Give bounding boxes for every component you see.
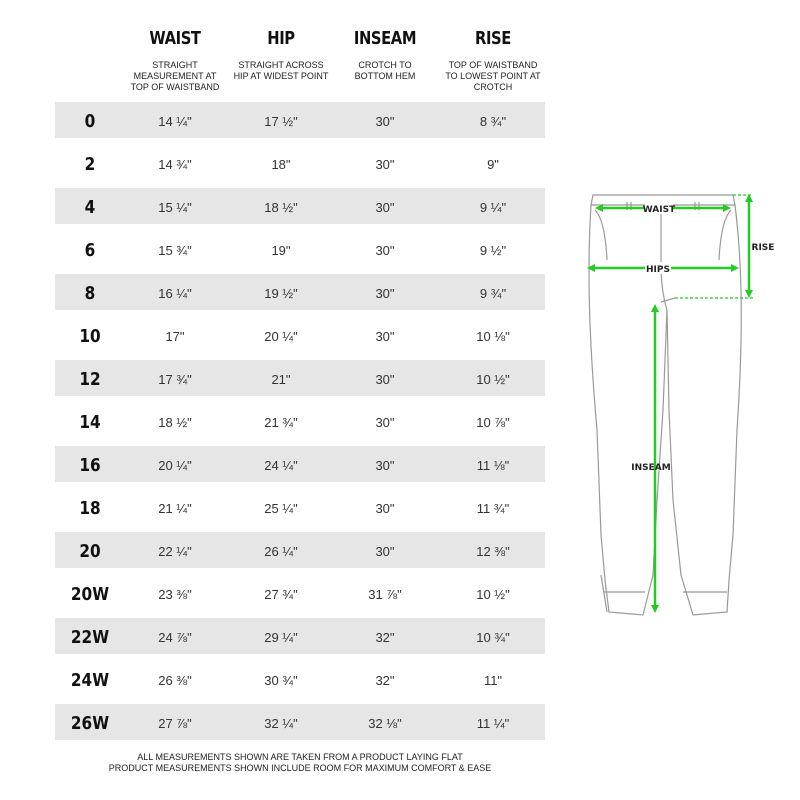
rise-cell: 10 ¾" (476, 630, 510, 645)
rise-cell: 9" (487, 157, 499, 172)
size-cell: 18 (79, 498, 101, 519)
inseam-cell: 30" (375, 329, 395, 344)
hips-label: HIPS (646, 265, 670, 275)
size-cell: 8 (84, 283, 96, 304)
desc-line: TOP OF WAISTBAND (448, 60, 538, 70)
table-row (55, 231, 545, 267)
inseam-cell: 30" (375, 200, 395, 215)
hip-cell: 32 ¼" (264, 716, 298, 731)
inseam-cell: 32" (375, 673, 395, 688)
col-head-inseam: INSEAM (353, 28, 417, 49)
rise-cell: 11 ¾" (476, 501, 510, 516)
waist-cell: 15 ¼" (158, 200, 192, 215)
footer-line-2: PRODUCT MEASUREMENTS SHOWN INCLUDE ROOM FOR MAXIMUM COMFORT & EASE (108, 763, 492, 773)
inseam-cell: 30" (375, 157, 395, 172)
desc-line: TOP OF WAISTBAND (130, 82, 220, 92)
waist-cell: 24 ⅞" (158, 630, 192, 645)
hip-cell: 19 ½" (264, 286, 298, 301)
inseam-cell: 30" (375, 458, 395, 473)
inseam-arrow (651, 304, 659, 613)
inseam-label: INSEAM (631, 463, 671, 473)
rise-cell: 10 ½" (476, 587, 510, 602)
hip-cell: 30 ¾" (264, 673, 298, 688)
rise-label: RISE (751, 243, 775, 253)
col-head-hip: HIP (267, 28, 295, 49)
table-row (55, 661, 545, 697)
table-row (55, 403, 545, 439)
size-cell: 20 (79, 541, 101, 562)
size-table (55, 102, 545, 747)
inseam-cell: 30" (375, 415, 395, 430)
table-row (55, 274, 545, 310)
rise-cell: 12 ⅜" (476, 544, 510, 559)
rise-cell: 11 ⅛" (476, 458, 510, 473)
pants-diagram (575, 180, 775, 630)
rise-cell: 9 ¼" (479, 200, 507, 215)
desc-line: HIP AT WIDEST POINT (233, 71, 329, 81)
desc-line: CROTCH (473, 82, 513, 92)
rise-cell: 10 ½" (476, 372, 510, 387)
table-row (55, 360, 545, 396)
table-row (55, 532, 545, 568)
rise-cell: 10 ⅞" (476, 415, 510, 430)
waist-cell: 26 ⅜" (158, 673, 192, 688)
hip-cell: 26 ¼" (264, 544, 298, 559)
waist-cell: 22 ¼" (158, 544, 192, 559)
hip-cell: 29 ¼" (264, 630, 298, 645)
size-cell: 24W (70, 670, 110, 691)
desc-line: STRAIGHT ACROSS (238, 60, 324, 70)
waist-cell: 14 ¼" (158, 114, 192, 129)
col-head-rise: RISE (475, 28, 511, 49)
size-cell: 2 (84, 154, 96, 175)
size-cell: 22W (70, 627, 110, 648)
footer-notes (60, 752, 540, 774)
table-row (55, 317, 545, 353)
desc-line: TO LOWEST POINT AT (445, 71, 541, 81)
table-row (55, 446, 545, 482)
inseam-cell: 32" (375, 630, 395, 645)
waist-cell: 16 ¼" (158, 286, 192, 301)
size-cell: 12 (79, 369, 101, 390)
table-row (55, 145, 545, 181)
inseam-cell: 32 ⅛" (368, 716, 402, 731)
size-cell: 14 (79, 412, 101, 433)
rise-cell: 11" (483, 673, 503, 688)
col-desc-rise (418, 60, 568, 93)
waist-cell: 23 ⅜" (158, 587, 192, 602)
waist-cell: 18 ½" (158, 415, 192, 430)
hip-cell: 18 ½" (264, 200, 298, 215)
hip-cell: 17 ½" (264, 114, 298, 129)
waist-cell: 21 ¼" (158, 501, 192, 516)
inseam-cell: 30" (375, 286, 395, 301)
size-cell: 16 (79, 455, 101, 476)
table-row (55, 188, 545, 224)
rise-cell: 10 ⅛" (476, 329, 510, 344)
size-cell: 20W (70, 584, 110, 605)
table-row (55, 704, 545, 740)
inseam-cell: 30" (375, 243, 395, 258)
table-row (55, 575, 545, 611)
size-cell: 4 (84, 197, 96, 218)
inseam-cell: 30" (375, 114, 395, 129)
waist-label: WAIST (642, 205, 676, 215)
hip-cell: 21" (271, 372, 291, 387)
hip-cell: 20 ¼" (264, 329, 298, 344)
size-cell: 10 (79, 326, 101, 347)
rise-cell: 9 ¾" (479, 286, 507, 301)
waist-cell: 14 ¾" (158, 157, 192, 172)
inseam-cell: 30" (375, 372, 395, 387)
footer-line-1: ALL MEASUREMENTS SHOWN ARE TAKEN FROM A PRODUCT LAYING FLAT (137, 752, 463, 762)
hip-cell: 18" (271, 157, 291, 172)
table-row (55, 489, 545, 525)
desc-line: STRAIGHT (152, 60, 198, 70)
measure-guides (675, 195, 753, 298)
inseam-cell: 30" (375, 501, 395, 516)
hip-cell: 25 ¼" (264, 501, 298, 516)
col-head-waist: WAIST (149, 28, 201, 49)
waist-cell: 17 ¾" (158, 372, 192, 387)
size-cell: 0 (84, 111, 96, 132)
desc-line: BOTTOM HEM (354, 71, 416, 81)
pants-outline (589, 195, 741, 615)
desc-line: MEASUREMENT AT (133, 71, 217, 81)
waist-cell: 17" (165, 329, 185, 344)
hip-cell: 24 ¼" (264, 458, 298, 473)
table-row (55, 618, 545, 654)
waist-cell: 15 ¾" (158, 243, 192, 258)
inseam-cell: 31 ⅞" (368, 587, 402, 602)
hip-cell: 19" (271, 243, 291, 258)
hip-cell: 27 ¾" (264, 587, 298, 602)
desc-line: CROTCH TO (358, 60, 412, 70)
inseam-cell: 30" (375, 544, 395, 559)
rise-cell: 9 ½" (479, 243, 507, 258)
rise-cell: 8 ¾" (479, 114, 507, 129)
table-row (55, 102, 545, 138)
size-cell: 6 (84, 240, 96, 261)
waist-cell: 20 ¼" (158, 458, 192, 473)
size-cell: 26W (70, 713, 110, 734)
waist-cell: 27 ⅞" (158, 716, 192, 731)
rise-cell: 11 ¼" (476, 716, 510, 731)
hip-cell: 21 ¾" (264, 415, 298, 430)
